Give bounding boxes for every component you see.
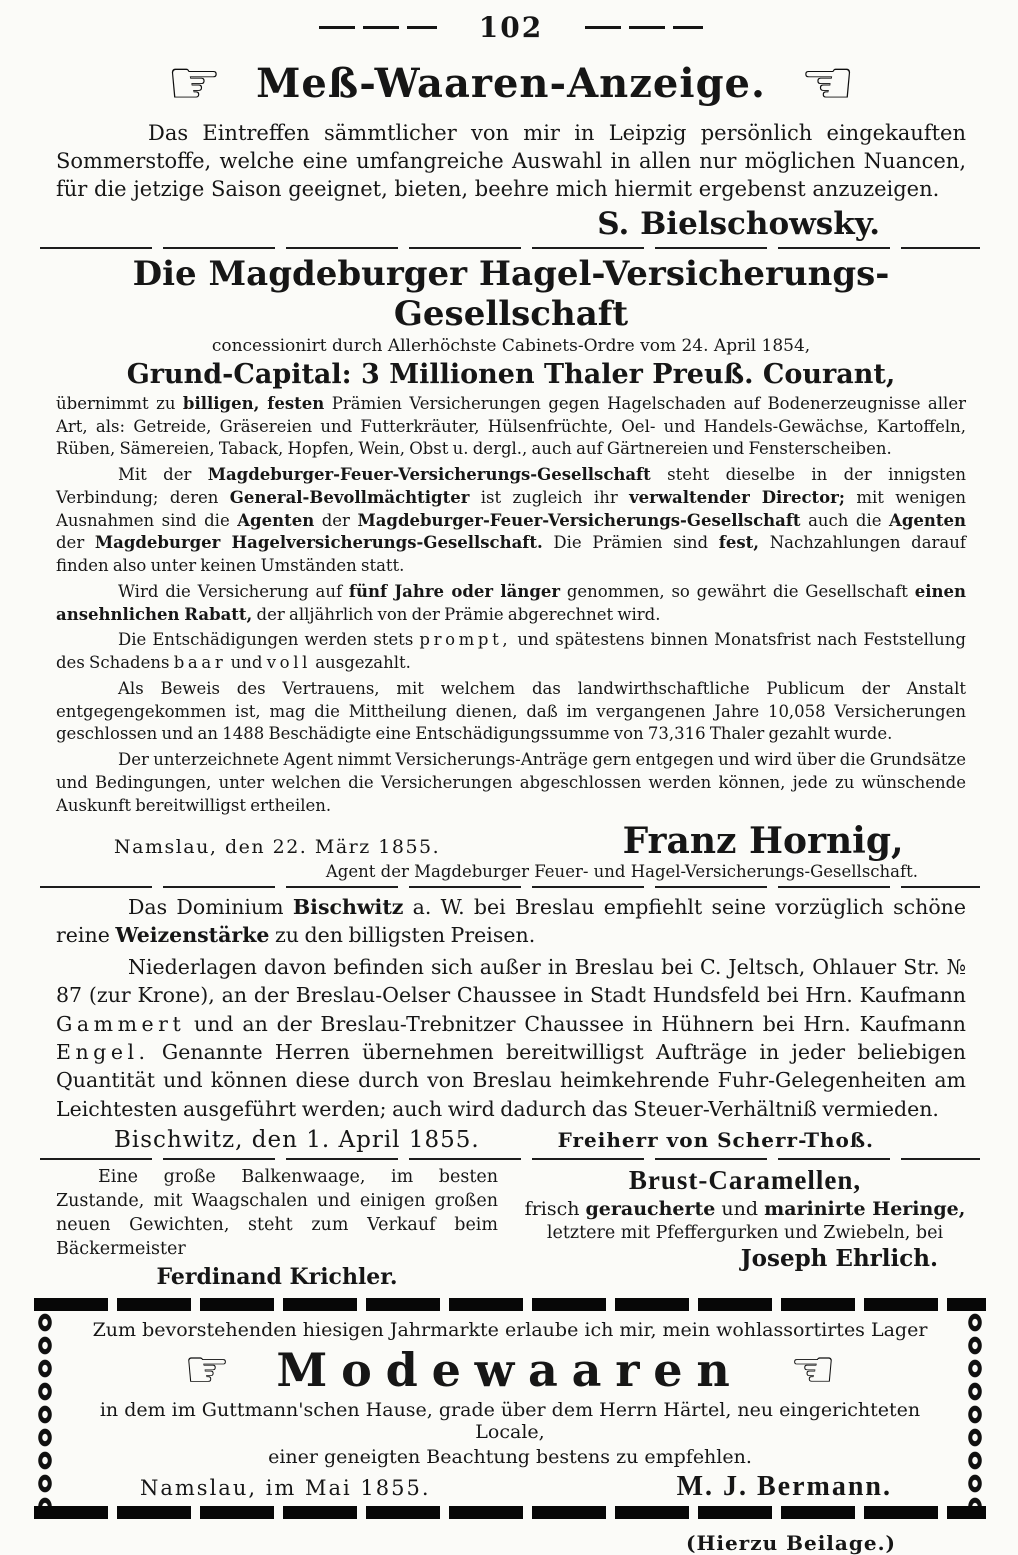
hagel-ad-subtitle: concessionirt durch Allerhöchste Cabinets-Ordre vom 24. April 1854, <box>211 335 811 356</box>
manicule-left-icon: ☜ <box>799 46 856 119</box>
classifieds-row <box>56 1165 966 1291</box>
caramel-ad-line: frisch geraucherte und marinirte Heringe, <box>524 1197 966 1220</box>
hagel-ad-paragraph: Als Beweis des Vertrauens, mit welchem das landwirthschaftliche Publicum der Anstalt entgegengekommen ist, mag die Mittheilung dienen, daß im vergangenen Jahre 10,058 Versicherungen geschlossen und an 1488 Beschädigte eine Entschädigungssumme von 73,316 Thaler gezahlt wurde. <box>56 678 966 744</box>
mode-ad-intro: Zum bevorstehenden hiesigen Jahrmarkte erlaube ich mir, mein wohlassortirtes Lager <box>92 1319 928 1342</box>
bischwitz-ad-dateline: Bischwitz, den 1. April 1855. <box>114 1126 480 1153</box>
mode-ad-signature-row <box>64 1471 956 1503</box>
hagel-ad-paragraph: Die Entschädigungen werden stets prompt, und spätestens binnen Monatsfrist nach Feststellung des Schadens baar und voll ausgezahlt. <box>56 630 966 673</box>
hagel-ad-signature-row <box>56 820 966 862</box>
hagel-insurance-ad <box>56 254 966 881</box>
hagel-ad-signature-role: Agent der Magdeburger Feuer- und Hagel-Versicherungs-Gesellschaft. <box>325 861 918 881</box>
hagel-ad-signature: Franz Hornig, <box>622 819 904 862</box>
mode-ad-line: in dem im Guttmann'schen Hause, grade über dem Herrn Härtel, neu eingerichteten Locale, <box>99 1399 921 1444</box>
bischwitz-ad-signature: Freiherr von Scherr-Thoß. <box>557 1127 874 1152</box>
section-divider <box>40 247 980 249</box>
caramel-ad-line: letztere mit Pfeffergurken und Zwiebeln, bei <box>546 1222 944 1243</box>
mess-waaren-ad <box>56 46 966 242</box>
hagel-ad-paragraph: Mit der Magdeburger-Feuer-Versicherungs-Gesellschaft steht dieselbe in der innigsten Verbindung; deren General-Bevollmächtigter ist zugleich ihr verwaltender Director; mit wenigen Ausnahmen sind die Agenten der Magdeburger-Feuer-Versicherungs-Gesellschaft auch die Agenten der Magdeburger Hagelversicherungs-Gesellschaft. Die Prämien sind fest, Nachzahlungen darauf finden also unter keinen Umständen statt. <box>56 465 967 576</box>
mess-ad-title: Meß-Waaren-Anzeige. <box>256 59 766 107</box>
header-dash-right <box>585 26 703 29</box>
footer-note: (Hierzu Beilage.) <box>686 1531 896 1555</box>
mode-ad-dateline: Namslau, im Mai 1855. <box>140 1476 431 1501</box>
mess-ad-body: Das Eintreffen sämmtlicher von mir in Leipzig persönlich eingekauften Sommerstoffe, welche eine umfangreiche Auswahl in allen nur möglichen Nuancen, für die jetzige Saison geeignet, bieten, beehre mich hiermit ergebenst anzuzeigen. <box>56 121 966 201</box>
box-border-right <box>964 1311 986 1506</box>
hagel-ad-capital-line: Grund-Capital: 3 Millionen Thaler Preuß. Courant, <box>126 358 896 390</box>
mode-ad-heading <box>64 1340 956 1401</box>
header-dash-left <box>319 26 437 29</box>
caramel-ad-title: Brust-Caramellen, <box>628 1164 862 1195</box>
manicule-left-icon: ☜ <box>789 1340 837 1401</box>
mode-ad-line: einer geneigten Beachtung bestens zu empfehlen. <box>268 1446 752 1469</box>
bischwitz-ad-paragraph: Niederlagen davon befinden sich außer in Breslau bei C. Jeltsch, Ohlauer Str. № 87 (zur Krone), an der Breslau-Oelser Chaussee in Stadt Hundsfeld bei Hrn. Kaufmann Gammert und an der Breslau-Trebnitzer Chaussee in Hühnern bei Hrn. Kaufmann Engel. Genannte Herren übernehmen bereitwilligst Aufträge in jeder beliebigen Quantität und können diese durch von Breslau heimkehrende Fuhr-Gelegenheiten am Leichtesten ausgeführt werden; auch wird dadurch das Steuer-Verhältniß vermieden. <box>56 955 966 1121</box>
scale-ad-signature: Ferdinand Krichler. <box>156 1264 398 1291</box>
mode-ad-title: Modewaaren <box>276 1343 744 1398</box>
caramel-ad-signature: Joseph Ehrlich. <box>740 1244 938 1272</box>
hagel-ad-paragraph: Wird die Versicherung auf fünf Jahre oder länger genommen, so gewährt die Gesellschaft einen ansehnlichen Rabatt, der alljährlich von der Prämie abgerechnet wird. <box>56 581 966 624</box>
manicule-right-icon: ☞ <box>166 46 223 119</box>
box-border-top <box>34 1298 986 1311</box>
hagel-ad-paragraph: übernimmt zu billigen, festen Prämien Versicherungen gegen Hagelschaden auf Bodenerzeugnisse aller Art, als: Getreide, Gräsereien und Futterkräuter, Hülsenfrüchte, Oel- und Handels-Gewächse, Kartoffeln, Rüben, Sämereien, Taback, Hopfen, Wein, Obst u. dergl., auch auf Gärtnereien und Fensterscheiben. <box>56 393 966 459</box>
section-divider <box>40 1158 980 1160</box>
box-border-bottom <box>34 1506 986 1519</box>
mess-ad-signature: S. Bielschowsky. <box>597 205 880 242</box>
section-divider <box>40 886 980 888</box>
bischwitz-ad-signature-row <box>56 1127 966 1153</box>
bischwitz-starch-ad <box>56 893 966 1153</box>
page-header <box>56 10 966 44</box>
box-border-left <box>34 1311 56 1506</box>
hagel-ad-title: Die Magdeburger Hagel-Versicherungs-Gesellschaft <box>132 253 890 334</box>
mode-ad-signature: M. J. Bermann. <box>676 1471 892 1503</box>
bischwitz-ad-paragraph: Das Dominium Bischwitz a. W. bei Breslau empfiehlt seine vorzüglich schöne reine Weizenstärke zu den billigsten Preisen. <box>56 894 966 947</box>
modewaaren-boxed-ad <box>34 1298 986 1519</box>
scale-ad <box>56 1165 498 1291</box>
hagel-ad-dateline: Namslau, den 22. März 1855. <box>114 835 441 858</box>
page-number: 102 <box>478 10 544 44</box>
mess-ad-heading <box>56 46 966 119</box>
caramel-ad <box>524 1165 966 1291</box>
manicule-right-icon: ☞ <box>183 1340 231 1401</box>
scale-ad-body: Eine große Balkenwaage, im besten Zustande, mit Waagschalen und einigen großen neuen Gewichten, steht zum Verkauf beim Bäckermeister <box>56 1166 498 1260</box>
hagel-ad-paragraph: Der unterzeichnete Agent nimmt Versicherungs-Anträge gern entgegen und wird über die Grundsätze und Bedingungen, unter welchen die Versicherungen abgeschlossen werden können, jede zu wünschende Auskunft bereitwilligst ertheilen. <box>56 750 966 815</box>
